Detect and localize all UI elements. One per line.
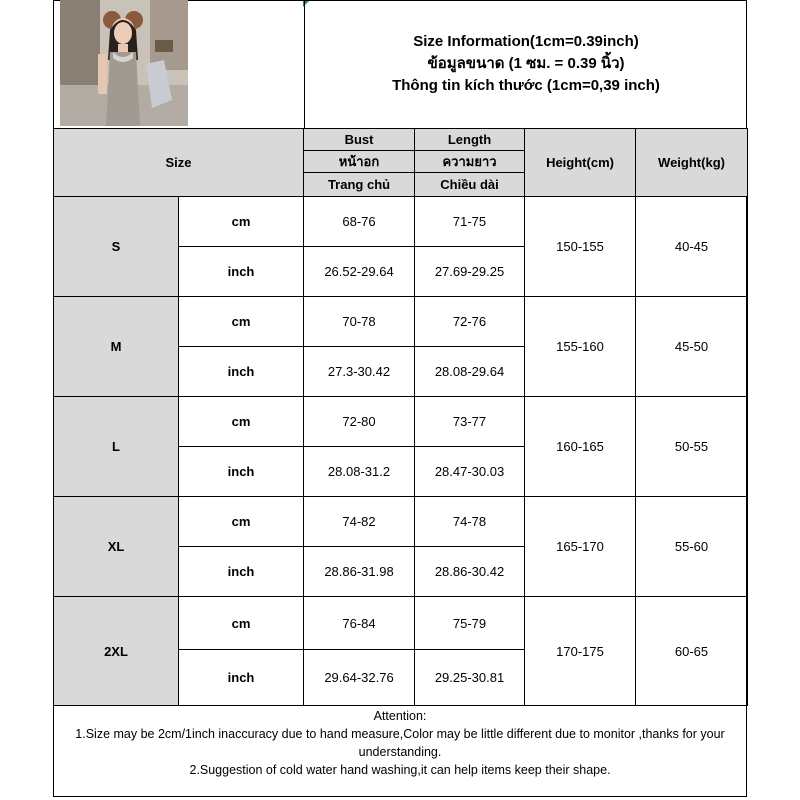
table-row xyxy=(54,497,748,547)
size-info-title xyxy=(304,0,747,128)
weight-value: 45-50 xyxy=(636,297,748,397)
length-cm: 74-78 xyxy=(415,497,525,547)
unit-inch: inch xyxy=(179,247,304,297)
length-inch: 29.25-30.81 xyxy=(415,650,525,706)
height-value: 150-155 xyxy=(525,197,636,297)
header-length: Length xyxy=(415,129,525,151)
header-bust-thai: หน้าอก xyxy=(304,151,415,173)
attention-heading: Attention: xyxy=(373,709,427,723)
attention-note-1: 1.Size may be 2cm/1inch inaccuracy due to hand measure,Color may be little different due to monitor ,thanks for your understanding. xyxy=(75,727,725,759)
weight-value: 40-45 xyxy=(636,197,748,297)
table-row xyxy=(54,397,748,447)
attention-note-2: 2.Suggestion of cold water hand washing,it can help items keep their shape. xyxy=(189,763,611,777)
length-cm: 72-76 xyxy=(415,297,525,347)
height-value: 170-175 xyxy=(525,597,636,706)
unit-cm: cm xyxy=(179,197,304,247)
length-cm: 71-75 xyxy=(415,197,525,247)
bust-inch: 28.86-31.98 xyxy=(304,547,415,597)
unit-inch: inch xyxy=(179,347,304,397)
title-vietnamese: Thông tin kích thước (1cm=0,39 inch) xyxy=(392,77,660,94)
bust-cm: 70-78 xyxy=(304,297,415,347)
size-label: L xyxy=(54,397,179,497)
length-inch: 28.47-30.03 xyxy=(415,447,525,497)
attention-notes xyxy=(53,705,747,797)
unit-inch: inch xyxy=(179,547,304,597)
bust-cm: 74-82 xyxy=(304,497,415,547)
header-length-vietnamese: Chiều dài xyxy=(415,173,525,197)
unit-cm: cm xyxy=(179,597,304,650)
unit-cm: cm xyxy=(179,397,304,447)
unit-cm: cm xyxy=(179,297,304,347)
header-height: Height(cm) xyxy=(525,129,636,197)
size-label: S xyxy=(54,197,179,297)
header-bust: Bust xyxy=(304,129,415,151)
height-value: 165-170 xyxy=(525,497,636,597)
header-weight: Weight(kg) xyxy=(636,129,748,197)
length-inch: 28.86-30.42 xyxy=(415,547,525,597)
header-length-thai: ความยาว xyxy=(415,151,525,173)
weight-value: 50-55 xyxy=(636,397,748,497)
unit-inch: inch xyxy=(179,650,304,706)
bust-cm: 76-84 xyxy=(304,597,415,650)
length-cm: 75-79 xyxy=(415,597,525,650)
table-row xyxy=(54,297,748,347)
length-cm: 73-77 xyxy=(415,397,525,447)
bust-inch: 28.08-31.2 xyxy=(304,447,415,497)
title-english: Size Information(1cm=0.39inch) xyxy=(413,33,639,50)
bust-cm: 72-80 xyxy=(304,397,415,447)
weight-value: 55-60 xyxy=(636,497,748,597)
size-label: XL xyxy=(54,497,179,597)
size-label: 2XL xyxy=(54,597,179,706)
bust-inch: 26.52-29.64 xyxy=(304,247,415,297)
height-value: 155-160 xyxy=(525,297,636,397)
header-size: Size xyxy=(54,129,304,197)
size-table xyxy=(53,128,748,706)
table-row xyxy=(54,597,748,650)
length-inch: 27.69-29.25 xyxy=(415,247,525,297)
bust-inch: 29.64-32.76 xyxy=(304,650,415,706)
unit-inch: inch xyxy=(179,447,304,497)
title-thai: ข้อมูลขนาด (1 ซม. = 0.39 นิ้ว) xyxy=(427,55,625,72)
size-label: M xyxy=(54,297,179,397)
header-bust-vietnamese: Trang chủ xyxy=(304,173,415,197)
bust-cm: 68-76 xyxy=(304,197,415,247)
height-value: 160-165 xyxy=(525,397,636,497)
length-inch: 28.08-29.64 xyxy=(415,347,525,397)
bust-inch: 27.3-30.42 xyxy=(304,347,415,397)
weight-value: 60-65 xyxy=(636,597,748,706)
unit-cm: cm xyxy=(179,497,304,547)
table-row xyxy=(54,197,748,247)
product-photo xyxy=(60,0,188,126)
